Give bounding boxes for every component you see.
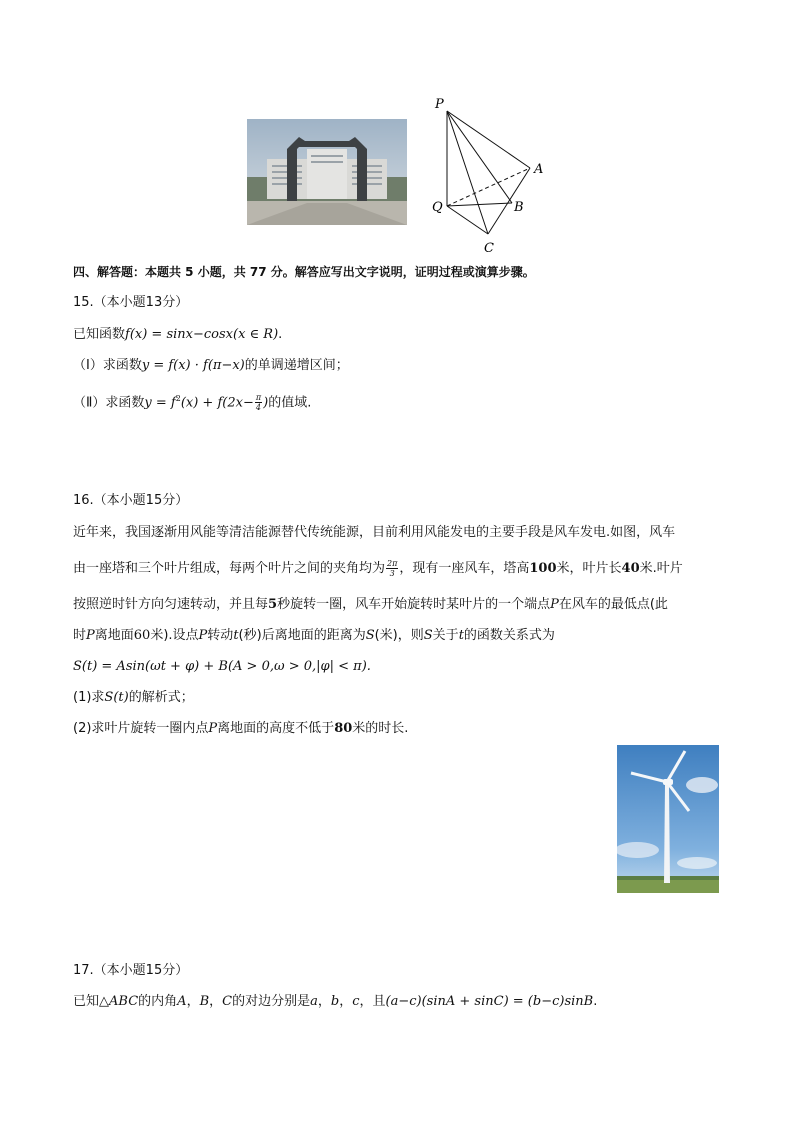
q15-part1: （Ⅰ）求函数y = f(x) · f(π−x)的单调递增区间； — [73, 358, 349, 373]
q16-para-line1: 近年来，我国逐渐用风能等清洁能源替代传统能源，目前利用风能发电的主要手段是风车发电.如图，风车 — [73, 525, 676, 540]
q16-para-line4: 时P离地面60米).设点P转动t(秒)后离地面的距离为S(米)，则S关于t的函数关系式为 — [73, 628, 555, 643]
label-c: C — [484, 241, 494, 256]
q15-part2: （Ⅱ）求函数$y = f^2(x) + f(2x-$ $\frac{\pi}{4}$ )的值域. — [73, 393, 312, 413]
pyramid-diagram — [425, 92, 555, 258]
label-b: B — [514, 200, 524, 215]
q17-stem: 已知△ABC的内角A，B，C的对边分别是a，b，c，且(a−c)(sinA + sinC) = (b−c)sinB. — [73, 994, 598, 1009]
label-a: A — [534, 162, 544, 177]
building-photo — [247, 119, 407, 225]
section-heading: 四、解答题：本题共 5 小题，共 77 分。解答应写出文字说明，证明过程或演算步骤。 — [73, 265, 535, 279]
q16-formula: S(t) = Asin(ωt + φ) + B(A > 0,ω > 0,|φ| < π). — [73, 659, 371, 674]
wind-turbine-photo — [617, 745, 719, 893]
label-p: P — [435, 97, 444, 112]
q16-header: 16.（本小题15分） — [73, 493, 189, 508]
q16-sub1: (1)求S(t)的解析式； — [73, 690, 194, 705]
q17-header: 17.（本小题15分） — [73, 963, 189, 978]
label-q: Q — [432, 200, 443, 215]
q16-para-line2: 由一座塔和三个叶片组成，每两个叶片之间的夹角均为 $\frac{2\pi}{3}$ ，现有一座风车，塔高100米，叶片长40米.叶片 — [73, 559, 683, 578]
q15-stem: 已知函数f(x) = sinx−cosx(x ∈ R). — [73, 327, 283, 342]
q16-para-line3: 按照逆时针方向匀速转动，并且每5秒旋转一圈，风车开始旋转时某叶片的一个端点P在风车的最低点(此 — [73, 597, 668, 612]
q15-header: 15.（本小题13分） — [73, 295, 189, 310]
q16-sub2: (2)求叶片旋转一圈内点P离地面的高度不低于80米的时长. — [73, 721, 409, 736]
